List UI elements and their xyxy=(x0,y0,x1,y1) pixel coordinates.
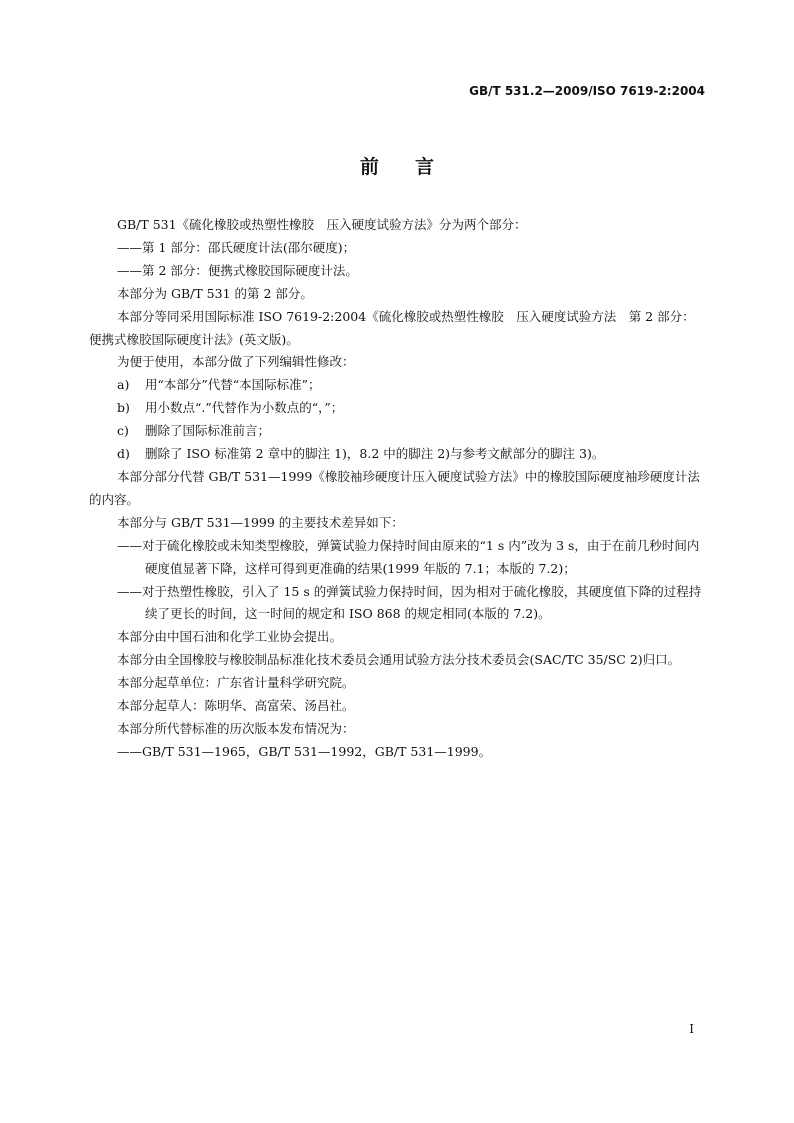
foreword-content xyxy=(89,214,705,764)
paragraph: 本部分为 GB/T 531 的第 2 部分。 xyxy=(117,285,313,301)
paragraph-adoption: 本部分等同采用国际标准 ISO 7619-2:2004《硫化橡胶或热塑性橡胶 压入硬度试验方法 第 2 部分：便携式橡胶国际硬度计法》(英文版)。 xyxy=(89,308,695,347)
paragraph: 本部分起草人：陈明华、高富荣、汤昌社。 xyxy=(117,698,355,714)
item-text: 用“本部分”代替“本国际标准”； xyxy=(145,377,321,393)
standard-id: GB/T 531.2—2009/ISO 7619-2:2004 xyxy=(469,84,705,98)
difference-item: ——对于热塑性橡胶，引入了 15 s 的弹簧试验力保持时间，因为相对于硫化橡胶，其硬度值下降的过程持续了更长的时间，这一时间的规定和 ISO 868 的规定相同(本版的 7.2)。 xyxy=(117,583,702,622)
paragraph-replacement: 本部分部分代替 GB/T 531—1999《橡胶袖珍硬度计压入硬度试验方法》中的橡胶国际硬度袖珍硬度计法的内容。 xyxy=(89,468,700,507)
paragraph: 为便于使用，本部分做了下列编辑性修改： xyxy=(117,354,355,370)
paragraph: 本部分与 GB/T 531—1999 的主要技术差异如下： xyxy=(117,514,404,530)
difference-item: ——对于硫化橡胶或未知类型橡胶，弹簧试验力保持时间由原来的“1 s 内”改为 3 s，由于在前几秒时间内硬度值显著下降，这样可得到更准确的结果(1999 年版的 7.1；本版的 7.2)； xyxy=(117,537,700,576)
item-text: 用小数点“.”代替作为小数点的“，”； xyxy=(145,400,344,416)
paragraph: 本部分所代替标准的历次版本发布情况为： xyxy=(117,720,355,736)
item-label: d) xyxy=(117,446,130,462)
item-label: c) xyxy=(117,423,129,439)
version-history: ——GB/T 531—1965，GB/T 531—1992，GB/T 531—1999。 xyxy=(117,743,492,759)
edit-item-d xyxy=(89,443,705,466)
edit-item-a xyxy=(89,374,705,397)
item-text: 删除了国际标准前言； xyxy=(145,423,271,439)
page-number: I xyxy=(689,1022,694,1036)
edit-item-c xyxy=(89,420,705,443)
page-title: 前言 xyxy=(359,156,470,178)
item-text: 删除了 ISO 标准第 2 章中的脚注 1)，8.2 中的脚注 2)与参考文献部分的脚注 3)。 xyxy=(145,446,605,462)
paragraph: 本部分由中国石油和化学工业协会提出。 xyxy=(117,629,343,645)
paragraph: 本部分由全国橡胶与橡胶制品标准化技术委员会通用试验方法分技术委员会(SAC/TC 35/SC 2)归口。 xyxy=(117,652,681,668)
part-list-item: ——第 1 部分：邵氏硬度计法(邵尔硬度)； xyxy=(117,239,356,255)
edit-item-b xyxy=(89,397,705,420)
paragraph: 本部分起草单位：广东省计量科学研究院。 xyxy=(117,675,355,691)
part-list-item: ——第 2 部分：便携式橡胶国际硬度计法。 xyxy=(117,262,358,278)
paragraph-intro: GB/T 531《硫化橡胶或热塑性橡胶 压入硬度试验方法》分为两个部分： xyxy=(117,217,527,232)
item-label: b) xyxy=(117,400,130,416)
item-label: a) xyxy=(117,377,130,393)
